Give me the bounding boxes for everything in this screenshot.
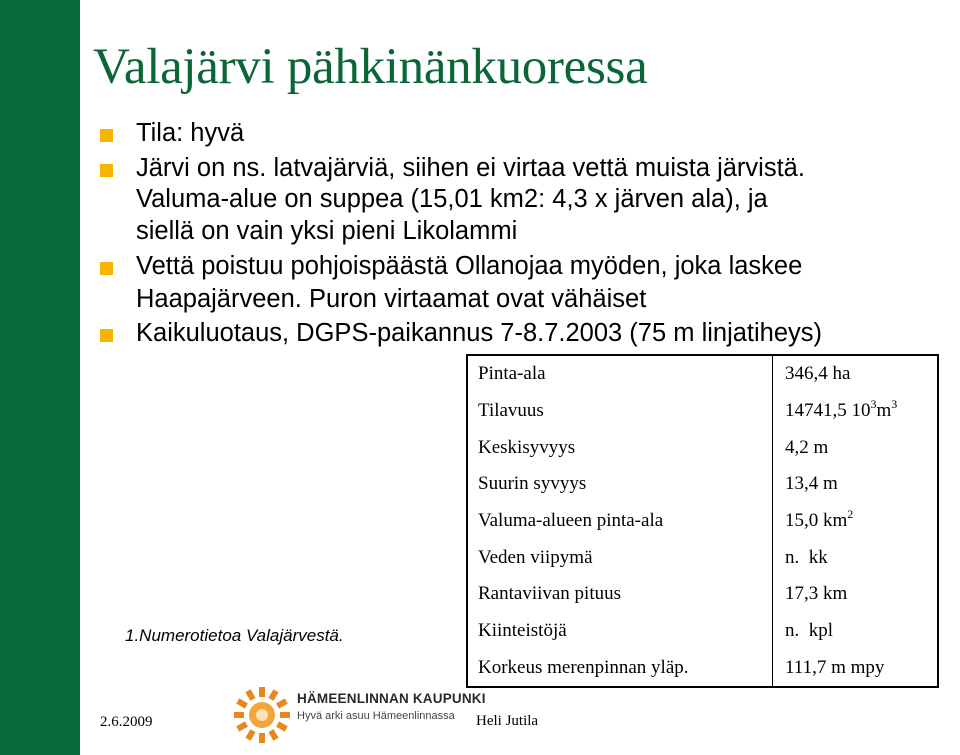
row-value: 13,4 m — [785, 473, 838, 495]
table-row — [467, 539, 938, 576]
bullet-2-line-3: siellä on vain yksi pieni Likolammi — [136, 217, 518, 245]
row-value: 17,3 km — [785, 583, 848, 605]
city-slogan: Hyvä arki asuu Hämeenlinnassa — [297, 710, 455, 722]
footer-date: 2.6.2009 — [100, 714, 153, 730]
table-row — [467, 650, 938, 688]
bullet-marker-3 — [100, 262, 113, 275]
table-row — [467, 355, 938, 393]
bullet-3-line-2: Haapajärveen. Puron virtaamat ovat vähäiset — [136, 285, 647, 313]
row-value: 111,7 m mpy — [785, 656, 885, 678]
slide-title: Valajärvi pähkinänkuoressa — [93, 39, 648, 95]
bullet-marker-1 — [100, 129, 113, 142]
row-label: Kiinteistöjä — [467, 613, 773, 650]
left-green-bar — [0, 0, 80, 755]
row-value: n. kk — [785, 546, 828, 568]
bullet-marker-2 — [100, 164, 113, 177]
row-label: Veden viipymä — [467, 539, 773, 576]
row-value: 15,0 $km^2$ — [785, 507, 854, 532]
row-label: Tilavuus — [467, 393, 773, 430]
bullet-marker-4 — [100, 329, 113, 342]
row-value: 346,4 ha — [785, 363, 851, 385]
row-label: Suurin syvyys — [467, 466, 773, 503]
row-label: Valuma-alueen pinta-ala — [467, 503, 773, 540]
city-name: HÄMEENLINNAN KAUPUNKI — [297, 691, 486, 706]
bullet-3-line-1: Vettä poistuu pohjoispäästä Ollanojaa myöden, joka laskee — [136, 252, 803, 280]
table-row — [467, 613, 938, 650]
row-label: Keskisyvyys — [467, 429, 773, 466]
bullet-2-line-1: Järvi on ns. latvajärviä, siihen ei virtaa vettä muista järvistä. — [136, 154, 805, 182]
table-row — [467, 576, 938, 613]
row-label: Korkeus merenpinnan yläp. — [467, 650, 773, 688]
table-row — [467, 393, 938, 430]
row-label: Rantaviivan pituus — [467, 576, 773, 613]
row-value: 4,2 m — [785, 436, 829, 458]
bullet-2-line-2: Valuma-alue on suppea (15,01 km2: 4,3 x järven ala), ja — [136, 185, 768, 213]
bullet-1-line-1: Tila: hyvä — [136, 119, 245, 147]
row-label: Pinta-ala — [467, 355, 773, 393]
row-value: 14741,5 $10^3m^3$ — [785, 397, 898, 422]
footer-author: Heli Jutila — [476, 713, 539, 729]
table-row — [467, 503, 938, 540]
table-caption-note: 1.Numerotietoa Valajärvestä. — [125, 626, 344, 645]
table-row — [467, 466, 938, 503]
bullet-4-line-1: Kaikuluotaus, DGPS-paikannus 7-8.7.2003 (75 m linjatiheys) — [136, 319, 823, 347]
lake-stats-table — [466, 354, 939, 688]
city-sun-logo-icon — [232, 685, 292, 745]
table-row — [467, 429, 938, 466]
row-value: n. kpl — [785, 620, 834, 642]
